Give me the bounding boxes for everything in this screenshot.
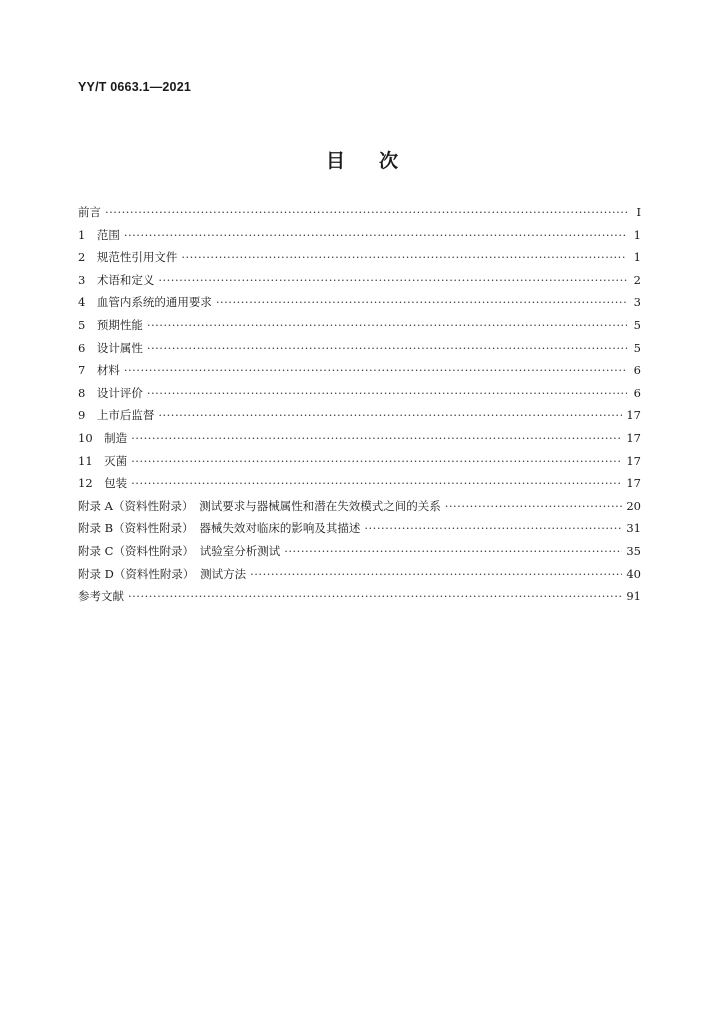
toc-dot-leader — [105, 205, 627, 219]
toc-entry-label: 11 灭菌 — [78, 453, 128, 468]
toc-entry-label: 9 上市后监督 — [78, 408, 155, 423]
toc-entry-label: 6 设计属性 — [78, 340, 143, 355]
toc-entry[interactable] — [78, 588, 641, 611]
toc-entry[interactable] — [78, 453, 641, 476]
toc-entry-page-number: 3 — [633, 295, 641, 310]
toc-entry-label: 附录 C（资料性附录） 试验室分析测试 — [78, 543, 281, 558]
toc-entry[interactable] — [78, 294, 641, 317]
toc-entry-page-number: 17 — [626, 408, 641, 423]
toc-dot-leader — [147, 386, 627, 400]
toc-entry[interactable] — [78, 543, 641, 566]
toc-entry[interactable] — [78, 227, 641, 250]
page-title: 目次 — [325, 150, 432, 172]
toc-dot-leader — [445, 499, 623, 513]
toc-dot-leader — [124, 228, 627, 242]
toc-entry-label: 1 范围 — [78, 227, 120, 242]
toc-entry-page-number: 35 — [626, 543, 641, 558]
standard-code: YY/T 0663.1—2021 — [78, 80, 191, 94]
toc-entry-label: 附录 D（资料性附录） 测试方法 — [78, 566, 247, 581]
toc-entry-page-number: 17 — [626, 476, 641, 491]
toc-dot-leader — [181, 250, 627, 264]
toc-entry-label: 4 血管内系统的通用要求 — [78, 295, 212, 310]
toc-entry-label: 3 术语和定义 — [78, 272, 155, 287]
toc-entry-label: 前言 — [78, 205, 101, 219]
toc-dot-leader — [147, 341, 627, 355]
table-of-contents — [78, 204, 641, 611]
toc-entry-label: 5 预期性能 — [78, 317, 143, 332]
toc-entry-page-number: 6 — [633, 385, 641, 400]
toc-entry[interactable] — [78, 498, 641, 521]
toc-entry-page-number: 31 — [626, 521, 641, 536]
toc-entry-label: 参考文献 — [78, 589, 124, 604]
toc-entry-page-number: Ⅰ — [636, 205, 641, 219]
toc-entry-page-number: 40 — [626, 566, 641, 581]
toc-entry-page-number: 1 — [633, 227, 641, 242]
toc-entry[interactable] — [78, 475, 641, 498]
toc-entry-page-number: 2 — [633, 272, 641, 287]
toc-dot-leader — [284, 544, 622, 558]
toc-entry-page-number: 17 — [626, 430, 641, 445]
toc-entry[interactable] — [78, 204, 641, 227]
toc-dot-leader — [158, 408, 622, 422]
toc-entry[interactable] — [78, 317, 641, 340]
toc-entry[interactable] — [78, 566, 641, 589]
toc-dot-leader — [250, 567, 622, 581]
toc-entry[interactable] — [78, 362, 641, 385]
toc-dot-leader — [147, 318, 627, 332]
toc-dot-leader — [216, 295, 627, 309]
toc-dot-leader — [364, 521, 622, 535]
toc-entry-label: 2 规范性引用文件 — [78, 250, 178, 265]
toc-entry-label: 12 包装 — [78, 476, 128, 491]
toc-entry[interactable] — [78, 249, 641, 272]
toc-entry-page-number: 5 — [633, 317, 641, 332]
toc-entry-label: 附录 B（资料性附录） 器械失效对临床的影响及其描述 — [78, 521, 361, 536]
toc-entry-label: 8 设计评价 — [78, 385, 143, 400]
toc-dot-leader — [131, 454, 622, 468]
toc-entry[interactable] — [78, 272, 641, 295]
toc-dot-leader — [158, 273, 627, 287]
toc-entry[interactable] — [78, 430, 641, 453]
toc-entry-page-number: 6 — [633, 363, 641, 378]
toc-entry-page-number: 91 — [626, 589, 641, 604]
toc-dot-leader — [124, 363, 627, 377]
toc-entry-page-number: 1 — [633, 250, 641, 265]
toc-entry[interactable] — [78, 385, 641, 408]
toc-entry[interactable] — [78, 340, 641, 363]
toc-entry-label: 附录 A（资料性附录） 测试要求与器械属性和潜在失效模式之间的关系 — [78, 498, 441, 513]
toc-dot-leader — [131, 476, 622, 490]
toc-entry-page-number: 20 — [626, 498, 641, 513]
toc-entry-page-number: 17 — [626, 453, 641, 468]
toc-entry-page-number: 5 — [633, 340, 641, 355]
toc-dot-leader — [128, 589, 622, 603]
toc-dot-leader — [131, 431, 622, 445]
toc-entry-label: 10 制造 — [78, 430, 128, 445]
toc-entry-label: 7 材料 — [78, 363, 120, 378]
toc-entry[interactable] — [78, 407, 641, 430]
toc-entry[interactable] — [78, 520, 641, 543]
